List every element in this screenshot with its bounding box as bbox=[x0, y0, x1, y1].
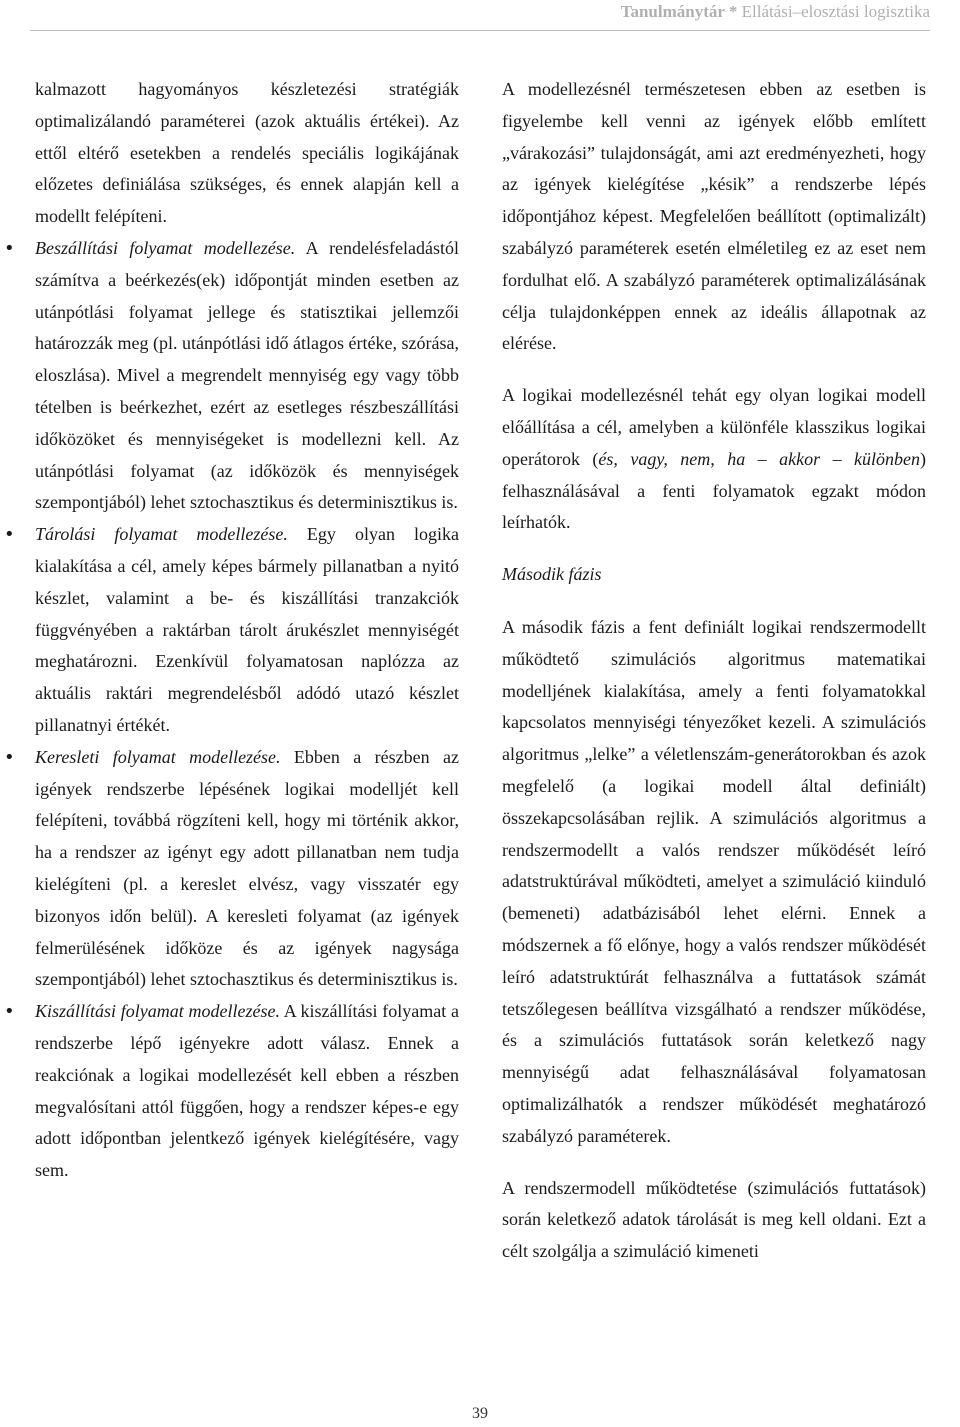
bullet-text: A rendelésfeladástól számítva a beérkezés(ek) időpontját minden esetben az utánpótlási folyamat jellege és statisztikai jellemzői határozzák meg (pl. utánpótlási idő átlagos értéke, szórása, eloszlása). Mivel a megrendelt mennyiség egy vagy több tételben is beérkezhet, ezért az esetleges részbeszállítási időközöket és mennyiségeket is modellezni kell. Az utánpótlási folyamat (az időközök és mennyiségek szempontjából) lehet sztochasztikus és determinisztikus is. bbox=[35, 237, 460, 513]
left-intro-paragraph: kalmazott hagyományos készletezési stratégiák optimalizálandó paraméterei (azok aktuális értékei). Az ettől eltérő esetekben a rendelés speciális logikájának előzetes definiálása szükséges, és ennek alapján kell a modellt felépíteni. bbox=[35, 79, 459, 227]
p2-text-b: ) felhasználásával a fenti folyamatok egzakt módon leírhatók. bbox=[502, 448, 926, 533]
bullet-title: Kiszállítási folyamat modellezése. bbox=[35, 1001, 280, 1022]
bullet-dot: • bbox=[4, 746, 15, 768]
bullet-dot: • bbox=[4, 524, 15, 546]
bullet-dot: • bbox=[4, 237, 15, 259]
right-paragraph-2 bbox=[502, 380, 926, 539]
bullet-text: Ebben a részben az igények rendszerbe lépésének logikai modelljét kell felépíteni, továbbá rögzíteni kell, hogy mi történik akkor, ha a rendszer az igényt egy adott pillanatban nem tudja kielégíteni (pl. a kereslet elvész, vagy visszatér egy bizonyos időn belül). A keresleti folyamat (az igények felmerülésének időköze és az igények nagysága szempontjából) lehet sztochasztikus és determinisztikus is. bbox=[35, 746, 459, 990]
right-paragraph-1: A modellezésnél természetesen ebben az esetben is figyelembe kell venni az igények előbb említett „várakozási” tulajdonságát, ami azt eredményezheti, hogy az igények kielégítése „késik” a rendszerbe lépés időpontjához képest. Megfelelően beállított (optimalizált) szabályzó paraméterek esetén elméletileg ez az eset nem fordulhat elő. A szabályzó paraméterek optimalizálásának célja tulajdonképpen ennek az ideális állapotnak az elérése. bbox=[502, 79, 926, 354]
p2-text-a: A logikai modellezésnél tehát egy olyan logikai modell előállítása a cél, amelyben a különféle klasszikus logikai operátorok ( bbox=[502, 385, 926, 469]
bullet-tarolasi bbox=[4, 519, 459, 742]
p2-operators: és, vagy, nem, ha – akkor – különben bbox=[598, 448, 920, 469]
right-column bbox=[502, 74, 926, 1268]
right-paragraph-3: A második fázis a fent definiált logikai rendszermodellt működtető szimulációs algoritmus matematikai modelljének kialakítása, amely a fenti folyamatokkal kapcsolatos mennyiségi tényezőket kezeli. A szimulációs algoritmus „lelke” a véletlenszám-generátorokban és azok megfelelő (a logikai modell által definiált) összekapcsolásában rejlik. A szimulációs algoritmus a rendszermodellt a valós rendszer működését leíró adatstruktúrával működteti, amelyet a szimuláció kiinduló (bemeneti) adatbázisából lehet elérni. Ennek a módszernek a fő előnye, hogy a valós rendszer működését leíró adatstruktúrát felhasználva a futtatások számát tetszőlegesen beállítva vizsgálható a rendszer működése, és a szimulációs futtatások során keletkező nagy mennyiségű adat felhasználásával folyamatosan optimalizálhatók a rendszer működését meghatározó szabályzó paraméterek. bbox=[502, 616, 926, 1146]
bullet-keresleti bbox=[4, 742, 459, 996]
left-column bbox=[4, 74, 460, 1187]
header-topic: Ellátási–elosztási logisztika bbox=[737, 2, 930, 21]
header-journal: Tanulmánytár * bbox=[620, 2, 738, 21]
bullet-dot: • bbox=[4, 1001, 15, 1023]
right-paragraph-4: A rendszermodell működtetése (szimulációs futtatások) során keletkező adatok tárolását is meg kell oldani. Ezt a célt szolgálja a szimuláció kimeneti bbox=[502, 1177, 926, 1262]
bullet-kiszallitasi bbox=[4, 996, 459, 1187]
bullet-title: Tárolási folyamat modellezése. bbox=[35, 524, 288, 545]
running-header bbox=[0, 0, 960, 30]
bullet-text: Egy olyan logika kialakítása a cél, amely képes bármely pillanatban a nyitó készlet, valamint a be- és kiszállítási tranzakciók függvényében a raktárban tárolt árukészlet mennyiségét meghatározni. Ezenkívül folyamatosan naplózza az aktuális raktári megrendelésből adódó utazó készlet pillanatnyi értékét. bbox=[35, 524, 459, 735]
bullet-beszallitasi bbox=[4, 233, 460, 519]
header-rule bbox=[30, 30, 930, 31]
bullet-title: Keresleti folyamat modellezése. bbox=[35, 746, 281, 767]
bullet-title: Beszállítási folyamat modellezése. bbox=[35, 237, 296, 258]
section-heading: Második fázis bbox=[502, 564, 602, 585]
bullet-text: A kiszállítási folyamat a rendszerbe lépő igényekre adott válasz. Ennek a reakciónak a logikai modellezését kell ebben a részben megvalósítani attól függően, hogy a rendszer képes-e egy adott időpontban jelentkező igények kielégítésére, vagy sem. bbox=[35, 1001, 459, 1181]
page-number: 39 bbox=[472, 1405, 488, 1422]
